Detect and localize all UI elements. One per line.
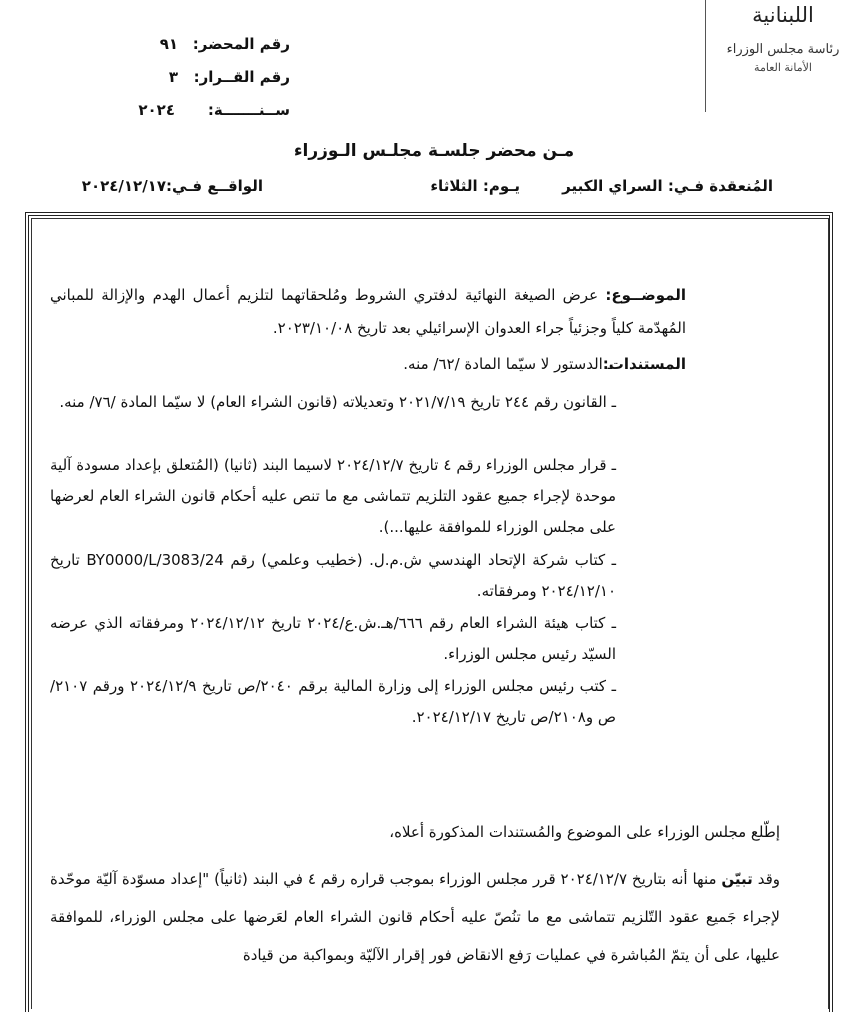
body-paragraph (50, 860, 780, 974)
document-item (50, 545, 616, 607)
minute-number-label: رقم المحضر: (192, 35, 290, 53)
document-item (50, 608, 616, 670)
document-item (50, 387, 616, 418)
dash-marker: ـ (606, 393, 616, 411)
subject-paragraph (50, 279, 686, 345)
dash-marker: ـ (605, 551, 616, 569)
dash-marker: ـ (606, 456, 616, 474)
session-date-value: ٢٠٢٤/١٢/١٧ (81, 177, 166, 195)
year-label: ســنـــــــة: (207, 101, 290, 119)
body-text: منها أنه بتاريخ ٢٠٢٤/١٢/٧ قرر مجلس الوزراء بموجب قراره رقم ٤ في البند (ثانياً) "إعداد مسوّدة آليّة موحّدة لإجراء جَميع عقود التّلزيم تتماشى مع ما تنُصّ عليه أحكام قانون الشراء العام لعَرضها على مجلس الوزراء، للموافقة عليها، على أن يتمّ المُباشرة في عمليات رَفع الانقاض فور إقرار الآليّة وبمواكبة من قيادة (50, 870, 780, 964)
document-item-text: كتب رئيس مجلس الوزراء إلى وزارة المالية برقم ٢٠٤٠/ص تاريخ ٢٠٢٤/١٢/٩ ورقم ٢١٠٧/ ص و٢١٠٨/ص تاريخ ٢٠٢٤/١٢/١٧. (50, 677, 616, 726)
dash-marker: ـ (605, 614, 616, 632)
minute-number-value: ٩١ (159, 35, 178, 53)
document-item: ـ الدستور لا سيّما المادة /٦٢/ منه. (403, 355, 612, 373)
document-item (50, 671, 616, 733)
letterhead (708, 2, 858, 97)
document-item (50, 450, 616, 543)
session-day: يـوم: الثلاثاء (430, 177, 520, 195)
year-value: ٢٠٢٤ (138, 101, 175, 119)
body-prefix: وقد (752, 870, 780, 888)
subject-label: الموضــوع: (605, 286, 686, 304)
document-title: مـن محضر جلسـة مجلـس الـوزراء (293, 141, 575, 161)
decision-number-label: رقم القــرار: (193, 68, 290, 86)
letterhead-secretariat: الأمانة العامة (754, 61, 812, 74)
document-item-text: كتاب شركة الإتحاد الهندسي ش.م.ل. (خطيب وعلمي) رقم BY0000/L/3083/24 تاريخ ٢٠٢٤/١٢/١٠ ومرفقاته. (50, 551, 616, 600)
body-emphasis: تبيّن (721, 870, 753, 888)
session-date-label: الواقــع فـي: (166, 177, 263, 195)
letterhead-divider (705, 0, 706, 112)
letterhead-country: اللبنانية (752, 3, 814, 27)
letterhead-presidency: رئاسة مجلس الوزراء (726, 42, 840, 57)
dash-marker: ـ (606, 677, 616, 695)
document-item-text: قرار مجلس الوزراء رقم ٤ تاريخ ٢٠٢٤/١٢/٧ لاسيما البند (ثانيا) (المُتعلق بإعداد مسودة آلية موحدة لإجراء جميع عقود التلزيم تتماشى مع ما تنص عليه أحكام قانون الشراء العام لعرضها على مجلس الوزراء للموافقة عليها...). (50, 456, 616, 536)
body-intro: إطّلع مجلس الوزراء على الموضوع والمُستندات المذكورة أعلاه، (389, 823, 780, 841)
document-item-text: كتاب هيئة الشراء العام رقم ٦٦٦/هـ.ش.ع/٢٠٢٤ تاريخ ٢٠٢٤/١٢/١٢ ومرفقاته الذي عرضه السيّد رئيس مجلس الوزراء. (50, 614, 616, 663)
document-item-text: القانون رقم ٢٤٤ تاريخ ٢٠٢١/٧/١٩ وتعديلاته (قانون الشراء العام) لا سيّما المادة /٧٦/ منه. (59, 393, 607, 411)
documents-label: المستندات: (602, 355, 686, 373)
session-location: المُنعقدة فـي: السراي الكبير (562, 177, 773, 195)
decision-number-value: ٣ (168, 68, 178, 86)
subject-text: عرض الصيغة النهائية لدفتري الشروط ومُلحقاتهما لتلزيم أعمال الهدم والإزالة للمباني المُهدّمة كلياً وجزئياً جراء العدوان الإسرائيلي بعد تاريخ ٢٠٢٣/١٠/٠٨. (50, 286, 686, 337)
